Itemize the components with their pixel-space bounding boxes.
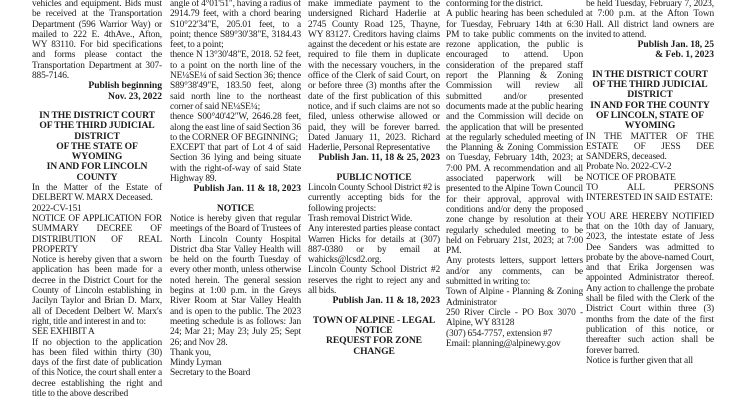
heading-line: OF THE THIRD JUDICIAL <box>592 79 708 91</box>
notice-paragraph: Thank you, <box>170 347 212 358</box>
notice-paragraph: IN THE MATTER OF THE ESTATE OF JESS DEE SANDERS, deceased. <box>586 131 714 163</box>
notice-paragraph: Mindy Lyman <box>170 358 222 369</box>
heading-line: OF LINCOLN, STATE OF <box>595 109 705 121</box>
notice-paragraph: In the Matter of the Estate of DELBERT W. MARX Deceased. <box>32 183 162 204</box>
heading-line: IN THE DISTRICT COURT <box>592 68 708 80</box>
publish-dates <box>308 296 440 306</box>
heading-line: DISTRICT <box>74 130 120 142</box>
publish-line: & Feb. 1, 2023 <box>655 49 714 61</box>
notice-paragraph: conforming for the district. <box>446 0 543 9</box>
notice-paragraph: Lincoln County School District #2 reserves the right to reject any and all bids. <box>308 265 440 297</box>
notice-heading <box>170 204 301 214</box>
notice-heading <box>586 70 714 132</box>
publish-line: Publish Jan. 11, 18 & 25, 2023 <box>318 152 440 164</box>
notice-paragraph: Notice is further given that all <box>586 355 693 366</box>
legal-column-5 <box>586 0 714 366</box>
publish-line: Publish Jan. 11 & 18, 2023 <box>332 295 440 307</box>
notice-paragraph: SEE EXHIBIT A <box>32 327 95 338</box>
notice-paragraph: (307) 654-7757, extension #7 <box>446 328 553 339</box>
heading-line: OF THE STATE OF WYOMING <box>56 140 138 163</box>
notice-heading <box>32 111 162 183</box>
heading-line: CHANGE <box>353 345 395 357</box>
notice-paragraph: 2022-CV-151 <box>32 203 82 214</box>
heading-line: TOWN OF ALPINE - LEGAL <box>312 314 436 326</box>
notice-paragraph: Lincoln County School District #2 is currently accepting bids for the following projects: <box>308 183 440 214</box>
notice-paragraph: angle of 4°01'51", having a radius of 2914.79 feet, with a chord bearing S10°22'34"E, 205.01 feet, to a point; thence S89°30'38"E, 3184.43 feet, to a point; <box>170 0 301 51</box>
publish-dates <box>170 184 301 194</box>
heading-line: REQUEST FOR ZONE <box>326 335 422 347</box>
publish-line: Publish beginning <box>88 80 162 92</box>
heading-line: NOTICE <box>216 202 255 214</box>
heading-line: IN AND FOR LINCOLN <box>46 161 148 173</box>
notice-paragraph: TO ALL PERSONS INTERESTED IN SAID ESTATE: <box>586 183 714 204</box>
notice-paragraph: A public hearing has been scheduled for Tuesday, February 14th at 6:30 PM to take public comments on the rezone application, the public is encouraged to attend. Upon consideration of the prepared staff report the Planning & Zoning Commission will review all submitted and/or presented documents made at the public hearing and the Commission will decide on the application that will be presented at the regularly scheduled meeting of the Planning & Zoning Commission on Tuesday, February 14th, 2023; at 7:00 PM. A recommendation and all associated paperwork will be presented to the Alpine Town Council for their approval, approval with conditions and/or deny the proposed zone change by resolution at their regularly scheduled meeting to be held on February 21st, 2023; at 7:00 PM. <box>446 9 583 257</box>
notice-paragraph: Town of Alpine - Planning & Zoning Administrator <box>446 287 583 308</box>
legal-column-1 <box>32 0 162 399</box>
heading-line: DISTRICT <box>627 89 673 101</box>
legal-column-4 <box>446 0 583 349</box>
publish-dates <box>32 81 162 102</box>
publish-line: Nov. 23, 2022 <box>108 90 162 102</box>
notice-paragraph: Email: planning@alpinewy.gov <box>446 338 561 349</box>
notice-paragraph: If no objection to the application has been filed within thirty (30) days of the first date of publication of this Notice, the court shall enter a decree establishing the right and title to the above described <box>32 337 162 399</box>
notice-paragraph: Any interested parties please contact Warren Hicks for details at (307) 887-0380 or by email at wahicks@lcsd2.org. <box>308 224 440 266</box>
notice-paragraph: make immediate payment to the undersigned Richard Haderlie at 2745 County Road 125, Thayne, WY 83127. Creditors having claims against the decedent or his estate are required to file them in duplicate with the necessary vouchers, in the office of the Clerk of said Court, on or before three (3) months after the date of the first publication of this notice, and if such claims are not so filed, unless otherwise allowed or paid, they will be forever barred. Dated January 11, 2023. Richard Haderlie, Personal Representative <box>308 0 440 154</box>
notice-paragraph: thence N 13°30'48"E, 2018. 52 feet, to a point on the north line of the NE¼SE¼ of said Section 36; thence S89°38'49"E, 183.50 feet, along said north line to the northeast corner of said NE¼SE¼; <box>170 50 301 112</box>
notice-paragraph: Probate No. 2022-CV-2 <box>586 162 672 173</box>
notice-paragraph: NOTICE OF PROBATE <box>586 172 676 183</box>
notice-paragraph: vehicles and equipment. Bids must be received at the Transportation Department (596 Warrior Way) or mailed to 222 E. 4thAve., Afton, WY 83110. For bid specifications and forms please contact the Transportation Department at 307-885-7146. <box>32 0 162 82</box>
notice-paragraph: YOU ARE HEREBY NOTIFIED that on the 10th day of January, 2023, the intestate estate of Jess Dee Sanders was admitted to probate by the above-named Court, and that Erika Jorgensen was appointed Administrator thereof. Any action to challenge the probate shall be filed with the Clerk of the District Court within three (3) months from the date of the first publication of this notice, or thereafter such action shall be forever barred. <box>586 211 714 356</box>
section-spacer <box>586 204 714 212</box>
heading-line: NOTICE <box>355 324 393 336</box>
publish-line: Publish Jan. 11 & 18, 2023 <box>193 183 301 195</box>
notice-paragraph: Notice is hereby given that a sworn application has been made for a decree in the District Court for the County of Lincoln establishing in Jacilyn Taylor and Brian D. Marx, all of Decedent Delbert W. Marx's right, title and interest in and to: <box>32 255 162 327</box>
notice-paragraph: NOTICE OF APPLICATION FOR SUMMARY DECREE OF DISTRIBUTION OF REAL PROPERTY <box>32 213 162 255</box>
heading-line: PUBLIC NOTICE <box>336 171 412 183</box>
legal-column-3 <box>308 0 440 357</box>
heading-line: IN THE DISTRICT COURT <box>39 109 155 121</box>
heading-line: WYOMING <box>624 120 676 132</box>
notice-paragraph: 250 River Circle - PO Box 3070 - Alpine, WY 83128 <box>446 307 583 329</box>
notice-paragraph: Secretary to the Board <box>170 368 251 379</box>
heading-line: OF THE THIRD JUDICIAL <box>39 120 155 132</box>
legal-column-2 <box>170 0 301 379</box>
heading-line: COUNTY <box>76 171 118 183</box>
notice-paragraph: EXCEPT that part of Lot 4 of said Section 36 lying and being situate with the right-of-way of said State Highway 89. <box>170 143 301 185</box>
notice-paragraph: be held Tuesday, February 7, 2023, at 7:00 p.m. at the Afton Town Hall. All district land owners are invited to attend. <box>586 0 714 40</box>
notice-paragraph: Notice is hereby given that regular meetings of the Board of Trustees of North Lincoln County Hospital District dba Star Valley Health will be held on the fourth Tuesday of every other month, unless otherwise noted herein. The general session begins at 1:00 p.m. in the Greys River Room at Star Valley Health and is open to the public. The 2023 meeting schedule is as follows: Jan 24; Mar 21; May 23; July 25; Sept 26; and Nov 28. <box>170 213 301 348</box>
notice-paragraph: Trash removal District Wide. <box>308 213 413 224</box>
publish-dates <box>586 40 714 61</box>
notice-heading <box>308 316 440 357</box>
notice-paragraph: thence S00°40'42"W, 2646.28 feet, along the east line of said Section 36 to the CORNER OF BEGINNING; <box>170 112 301 143</box>
publish-line: Publish Jan. 18, 25 <box>637 39 714 51</box>
notice-heading <box>308 173 440 183</box>
heading-line: IN AND FOR THE COUNTY <box>590 99 710 111</box>
publish-dates <box>308 153 440 163</box>
notice-paragraph: Any protests letters, support letters and/or any comments, can be submitted in writing to: <box>446 256 583 288</box>
